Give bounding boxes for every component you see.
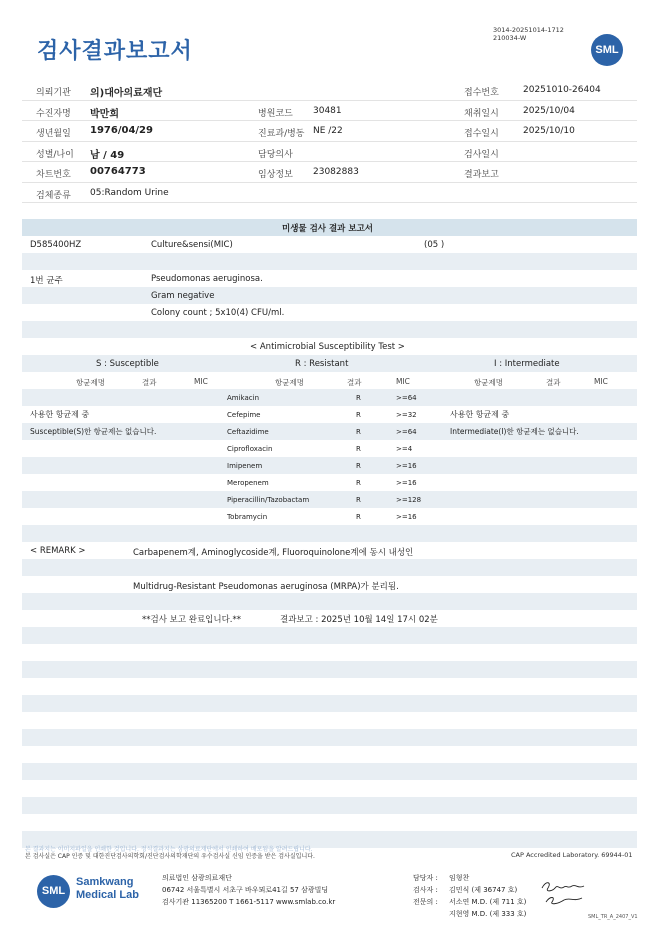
- cap-accreditation: CAP Accredited Laboratory. 69944-01: [511, 851, 633, 859]
- intermediate-header: I : Intermediate: [494, 359, 560, 369]
- clinical-info-value: 23082883: [313, 167, 359, 177]
- collection-date-value: 2025/10/04: [523, 105, 575, 116]
- receipt-date-label: 접수일시: [464, 129, 499, 139]
- tester-name: 김민식 (제 36747 호): [449, 886, 518, 894]
- hospital-code-value: 30481: [313, 105, 342, 116]
- i-col-drug: 항균제명: [474, 378, 503, 387]
- info-row: [22, 162, 637, 183]
- drug-name: Meropenem: [227, 479, 269, 487]
- brand-line2: Medical Lab: [76, 889, 139, 901]
- drug-name: Piperacillin/Tazobactam: [227, 496, 310, 504]
- birth-value: 1976/04/29: [90, 125, 153, 136]
- sex-age-label: 성별/나이: [36, 149, 74, 160]
- org-address: 06742 서울특별시 서초구 바우뫼로41길 57 삼광빌딩: [162, 886, 329, 894]
- doctor-label: 담당의사: [258, 149, 293, 160]
- remark-line1: Carbapenem계, Aminoglycoside계, Fluoroquinolone계에 동시 내성인: [133, 548, 414, 558]
- requesting-org-value: 의)대아의료재단: [90, 88, 163, 99]
- drug-result: R: [356, 394, 361, 402]
- hospital-code-label: 병원코드: [258, 108, 293, 119]
- staff-info: [413, 872, 526, 920]
- image-copy-notice: 본 결과지는 이미지파일을 인쇄한 것입니다. 정식결과지는 삼광의료재단에서 인쇄하여 배포됨을 알려드립니다.: [25, 846, 313, 853]
- i-col-result: 결과: [546, 378, 561, 387]
- collection-date-label: 채취일시: [464, 108, 499, 119]
- row-band: [22, 661, 637, 678]
- document-number-line2: 210034-W: [493, 34, 527, 42]
- form-version: SML_TR_A_2407_V1: [588, 914, 638, 920]
- info-row: [22, 121, 637, 142]
- organism-label: 1번 균주: [30, 276, 63, 286]
- org-name: 의료법인 삼광의료재단: [162, 874, 232, 882]
- exam-date-label: 검사일시: [464, 149, 499, 160]
- sex-age-value: 남 / 49: [90, 149, 125, 161]
- s-col-result: 결과: [142, 378, 157, 387]
- row-band: [22, 389, 637, 406]
- report-label: 결과보고: [464, 170, 499, 180]
- manager-label: 담당자 :: [413, 874, 438, 882]
- drug-mic: >=16: [396, 479, 417, 487]
- drug-name: Imipenem: [227, 462, 263, 470]
- dept-label: 진료과/병동: [258, 129, 305, 139]
- drug-result: R: [356, 479, 361, 487]
- results-section-title: 미생물 검사 결과 보고서: [282, 224, 373, 234]
- s-col-mic: MIC: [194, 377, 208, 386]
- drug-result: R: [356, 462, 361, 470]
- requesting-org-label: 의뢰기관: [36, 88, 71, 98]
- row-band: [22, 287, 637, 304]
- brand-line1: Samkwang: [76, 876, 134, 888]
- drug-result: R: [356, 428, 361, 436]
- document-number: [493, 26, 564, 42]
- drug-name: Amikacin: [227, 394, 260, 402]
- colony-count: Colony count ; 5x10(4) CFU/ml.: [151, 308, 285, 318]
- receipt-date-value: 2025/10/10: [523, 126, 575, 136]
- info-row: [22, 142, 637, 163]
- ast-title: < Antimicrobial Susceptibility Test >: [250, 342, 405, 352]
- susceptible-used: 사용한 항균제 중: [30, 410, 90, 419]
- manager-name: 임형찬: [449, 874, 470, 882]
- drug-mic: >=4: [396, 445, 413, 453]
- drug-name: Tobramycin: [227, 513, 268, 521]
- row-band: [22, 593, 637, 610]
- drug-mic: >=64: [396, 394, 417, 402]
- gram-stain: Gram negative: [151, 291, 215, 301]
- r-col-result: 결과: [347, 378, 362, 387]
- clinical-info-label: 임상정보: [258, 170, 293, 180]
- document-number-line1: 3014-20251014-1712: [493, 26, 564, 34]
- drug-name: Ceftazidime: [227, 428, 269, 436]
- specimen-label: 검체종류: [36, 190, 71, 201]
- susceptible-header: S : Susceptible: [96, 359, 159, 369]
- remark-line2: Multidrug-Resistant Pseudomonas aeruginosa (MRPA)가 분리됨.: [133, 582, 399, 592]
- row-band: [22, 627, 637, 644]
- row-band: [22, 525, 637, 542]
- specimen-value: 05:Random Urine: [90, 187, 169, 198]
- row-band: [22, 457, 637, 474]
- dept-value: NE /22: [313, 126, 343, 136]
- drug-result: R: [356, 496, 361, 504]
- patient-info-block: [22, 80, 637, 203]
- i-col-mic: MIC: [594, 377, 608, 386]
- signature-icon: [540, 878, 600, 908]
- drug-name: Cefepime: [227, 411, 261, 419]
- chart-no-value: 00764773: [90, 166, 146, 177]
- r-col-drug: 항균제명: [275, 378, 304, 387]
- patient-name-value: 박만희: [90, 108, 119, 120]
- specialist-label: 전문의 :: [413, 898, 438, 906]
- organism-name: Pseudomonas aeruginosa.: [151, 274, 263, 284]
- row-band: [22, 797, 637, 814]
- receipt-no-label: 접수번호: [464, 88, 499, 98]
- test-name: Culture&sensi(MIC): [151, 240, 233, 250]
- drug-result: R: [356, 411, 361, 419]
- drug-mic: >=16: [396, 513, 417, 521]
- drug-result: R: [356, 513, 361, 521]
- specialist-name-1: 서소연 M.D. (제 711 호): [449, 898, 527, 906]
- row-band: [22, 491, 637, 508]
- organization-info: [162, 872, 335, 908]
- resistant-header: R : Resistant: [295, 359, 349, 369]
- brand-name: [76, 876, 139, 902]
- intermediate-none: Intermediate(I)한 항균제는 없습니다.: [450, 427, 579, 436]
- accreditation-notice: 본 검사실은 CAP 인증 및 대한진단검사의학회/진단검사의학재단의 우수검사실 신임 인증을 받은 검사실입니다.: [25, 853, 315, 860]
- drug-mic: >=64: [396, 428, 417, 436]
- drug-mic: >=32: [396, 411, 417, 419]
- intermediate-used: 사용한 항균제 중: [450, 410, 510, 419]
- tester-label: 검사자 :: [413, 886, 438, 894]
- sml-logo-icon: SML: [591, 34, 623, 66]
- r-col-mic: MIC: [396, 377, 410, 386]
- row-band: [22, 321, 637, 338]
- sml-logo-icon: SML: [37, 875, 70, 908]
- info-row: [22, 101, 637, 122]
- report-time: 결과보고 : 2025년 10월 14일 17시 02분: [280, 615, 438, 625]
- row-band: [22, 763, 637, 780]
- org-contact: 검사기관 11365200 T 1661-5117 www.smlab.co.kr: [162, 898, 336, 906]
- chart-no-label: 차트번호: [36, 170, 71, 180]
- birth-label: 생년월일: [36, 129, 71, 139]
- s-col-drug: 항균제명: [76, 378, 105, 387]
- page-title: 검사결과보고서: [37, 39, 193, 64]
- patient-name-label: 수진자명: [36, 108, 71, 119]
- row-band: [22, 253, 637, 270]
- drug-result: R: [356, 445, 361, 453]
- row-band: [22, 695, 637, 712]
- info-row: [22, 80, 637, 101]
- row-band: [22, 559, 637, 576]
- remark-label: < REMARK >: [30, 546, 86, 556]
- specialist-name-2: 지현영 M.D. (제 333 호): [449, 910, 527, 918]
- test-code: D585400HZ: [30, 240, 82, 250]
- drug-name: Ciprofloxacin: [227, 445, 273, 453]
- test-suffix: (05 ): [424, 240, 445, 250]
- info-row: [22, 183, 637, 204]
- row-band: [22, 729, 637, 746]
- susceptible-none: Susceptible(S)한 항균제는 없습니다.: [30, 427, 157, 436]
- drug-mic: >=128: [396, 496, 422, 504]
- receipt-no-value: 20251010-26404: [523, 85, 601, 95]
- drug-mic: >=16: [396, 462, 417, 470]
- report-complete: **검사 보고 완료입니다.**: [142, 615, 242, 625]
